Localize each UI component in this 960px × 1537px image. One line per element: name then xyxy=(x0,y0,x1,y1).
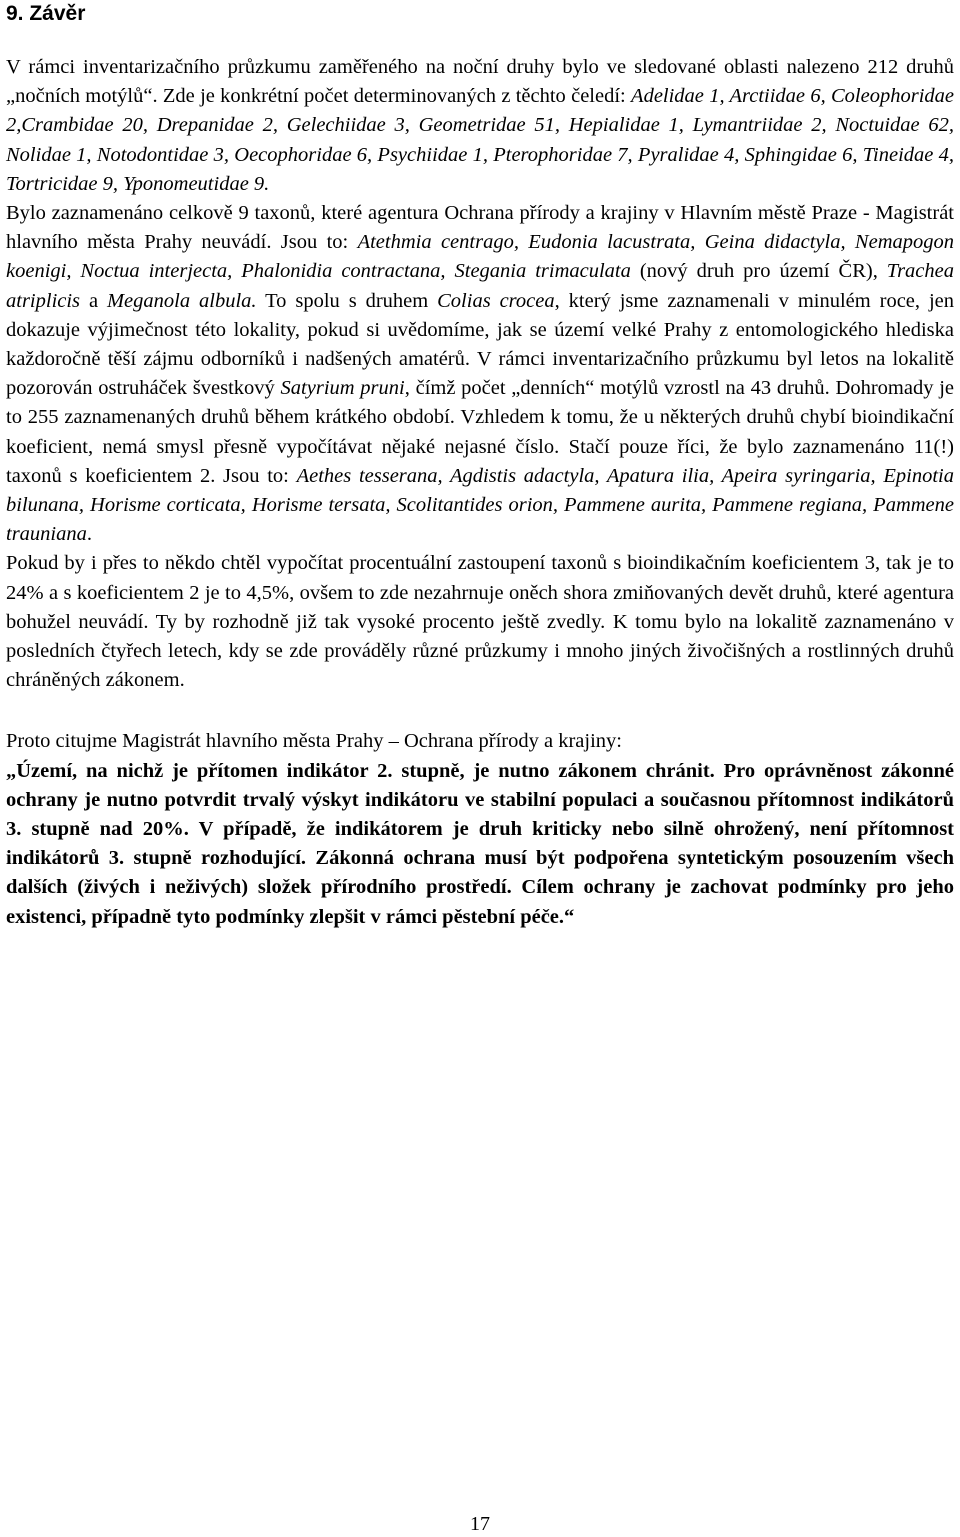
taxa-text-2: (nový druh pro území ČR), xyxy=(630,260,887,283)
citation-quote: „Území, na nichž je přítomen indikátor 2. stupně, je nutno zákonem chránit. Pro oprávněnost zákonné ochrany je nutno potvrdit trvalý výskyt indikátoru ve stabilní populaci a současnou přítomnost indikátorů 3. stupně nad 20%. V případě, že indikátorem je druh kriticky nebo silně ohrožený, není přítomnost indikátorů 3. stupně rozhodující. Zákonná ochrana musí být podpořena syntetickým posouzením všech dalších (živých i neživých) složek přírodního prostředí. Cílem ochrany je zachovat podmínky pro jeho existenci, případně tyto podmínky zlepšit v rámci pěstební péče.“ xyxy=(6,759,954,928)
species-list-2: Aethes tesserana, Agdistis adactyla, Apatura ilia, Apeira syringaria, Epinotia bilunana, Horisme corticata, Horisme tersata, Scolitantides orion, Pammene aurita, Pammene regiana, Pammene trauniana xyxy=(6,464,955,546)
species-trachea: Trachea atriplicis xyxy=(6,260,954,312)
taxa-text-3: a xyxy=(80,289,107,312)
species-satyrium: Satyrium pruni xyxy=(280,377,405,400)
paragraph-citation-intro: Proto citujme Magistrát hlavního města Prahy – Ochrana přírody a krajiny: xyxy=(6,730,622,753)
species-meganola: Meganola albula. xyxy=(106,289,257,312)
family-list: Adelidae 1, Arctiidae 6, Coleophoridae 2,Crambidae 20, Drepanidae 2, Gelechiidae 3, Geometridae 51, Hepialidae 1, Lymantriidae 2, Noctuidae 62, Nolidae 1, Notodontidae 3, Oecophoridae 6, Psychiidae 1, Pterophoridae 7, Pyralidae 4, Sphingidae 6, Tineidae 4, Tortricidae 9, Yponomeutidae 9. xyxy=(6,85,954,195)
section-heading: 9. Závěr xyxy=(6,2,86,25)
page-number: 17 xyxy=(470,1513,490,1535)
inventory-text: V rámci inventarizačního průzkumu zaměřeného na noční druhy bylo ve sledované oblasti nalezeno 212 druhů „nočních motýlů“. Zde je konkrétní počet determinovaných z těchto čeledí: xyxy=(6,56,954,108)
taxa-text-5: , který jsme zaznamenali v minulém roce, jen dokazuje výjimečnost této lokality, pokud si uvědomíme, jak se území velké Prahy z entomologického hlediska každoročně těší zájmu odborníků i nadšených amatérů. V rámci inventarizačního průzkumu byl letos na lokalitě pozorován ostruháček švestkový xyxy=(6,289,954,400)
taxa-text-6: , čímž počet „denních“ motýlů vzrostl na 43 druhů. Dohromady je to 255 zaznamenaných druhů během krátkého období. Vzhledem k tomu, že u některých druhů chybí bioindikační koeficient, nemá smysl přesně vypočítávat nějaké nejasné číslo. Stačí pouze říci, že bylo zaznamenáno 11(!) taxonů s koeficientem 2. Jsou to: xyxy=(6,377,954,487)
species-colias: Colias crocea xyxy=(437,289,555,312)
species-list-1: Atethmia centrago, Eudonia lacustrata, Geina didactyla, Nemapogon koenigi, Noctua interjecta, Phalonidia contractana, Stegania trimaculata xyxy=(6,231,955,283)
paragraph-inventory xyxy=(6,53,954,199)
taxa-text-4: To spolu s druhem xyxy=(256,289,438,312)
document-page xyxy=(6,0,954,932)
paragraph-percentages: Pokud by i přes to někdo chtěl vypočítat procentuální zastoupení taxonů s bioindikačním koeficientem 3, tak je to 24% a s koeficientem 2 je to 4,5%, ovšem to zde nezahrnuje oněch shora zmiňovaných devět druhů, které agentura bohužel neuvádí. Ty by rozhodně již tak vysoké procento ještě zvedly. K tomu bylo na lokalitě zaznamenáno v posledních čtyřech letech, kdy se zde prováděly různé průzkumy i mnoho jiných živočišných a rostlinných druhů chráněných zákonem. xyxy=(6,552,954,692)
taxa-text-7: . xyxy=(86,523,92,546)
taxa-text-1: Bylo zaznamenáno celkově 9 taxonů, které agentura Ochrana přírody a krajiny v Hlavním městě Praze - Magistrát hlavního města Prahy neuvádí. Jsou to: xyxy=(6,202,954,254)
paragraph-taxa xyxy=(6,199,954,549)
